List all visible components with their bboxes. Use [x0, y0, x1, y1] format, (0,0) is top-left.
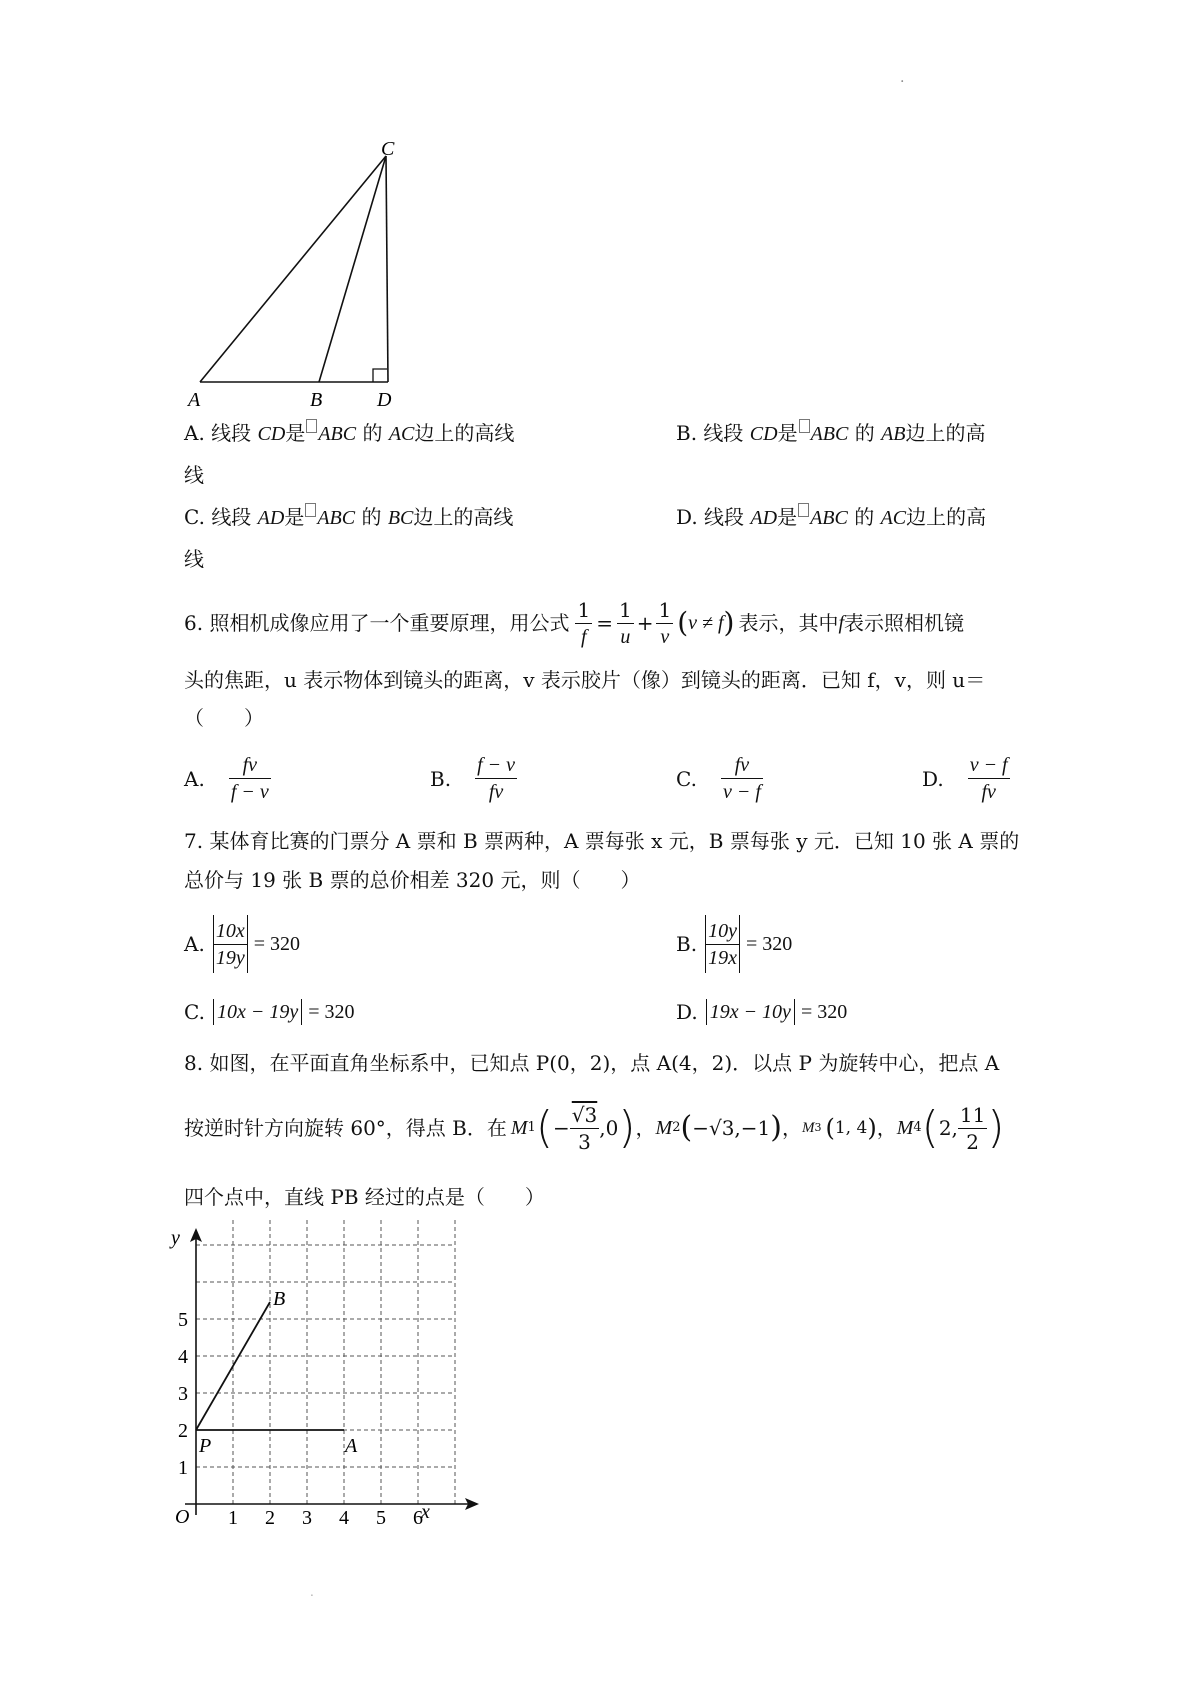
q7-line1: 7. 某体育比赛的门票分 A 票和 B 票两种，A 票每张 x 元，B 票每张 y 元．已知 10 张 A 票的 — [184, 829, 1020, 853]
q6-line3: （ ） — [184, 706, 264, 730]
svg-text:1: 1 — [228, 1507, 238, 1529]
page-dot-bottom: . — [310, 1585, 314, 1599]
svg-text:2: 2 — [178, 1420, 188, 1442]
missing-glyph-box — [305, 503, 316, 517]
q7-option-b[interactable]: B. $\frac{10y}{19x}$ = 320 — [676, 915, 792, 973]
y-axis-label: y — [171, 1227, 180, 1249]
svg-text:1: 1 — [178, 1457, 188, 1479]
svg-text:5: 5 — [178, 1309, 188, 1331]
svg-text:4: 4 — [178, 1346, 188, 1368]
vertex-label-b: B — [310, 389, 323, 411]
triangle-figure — [170, 135, 410, 410]
svg-text:3: 3 — [302, 1507, 312, 1529]
formula-frac-1-f: $\frac{1}{f}$ — [577, 597, 591, 648]
formula-frac-1-v: $\frac{1}{v}$ — [658, 597, 672, 648]
q8-line3: 四个点中，直线 PB 经过的点是（ ） — [184, 1185, 545, 1209]
q7-line2: 总价与 19 张 B 票的总价相差 320 元，则（ ） — [184, 868, 641, 892]
q7-option-a[interactable]: A. $\frac{10x}{19y}$ = 320 — [184, 915, 300, 973]
q8-line2: 按逆时针方向旋转 60°，得点 B．在 M 1 ( − $\frac{√3}{3}$ ,0 ) ， M 2 ( −√3,−1 ) ， M 3 ( 1, 4 ) ， M 4 ( 2, $\frac{11}{2}$ ) — [184, 1102, 1005, 1154]
q6-option-d[interactable]: D. $\frac{v - f}{fv}$ — [922, 754, 1008, 803]
point-label-p: P — [199, 1435, 212, 1457]
q5-option-b[interactable]: B. 线段 CD是 ABC 的 AB边上的高 — [676, 421, 986, 445]
q6-option-b[interactable]: B. $\frac{f - v}{fv}$ — [430, 754, 515, 803]
missing-glyph-box — [798, 503, 809, 517]
svg-text:5: 5 — [376, 1507, 386, 1529]
q7-option-c[interactable]: C. 10x − 19y = 320 — [184, 1000, 355, 1024]
q5-option-cd-wrap: 线 — [184, 547, 204, 571]
q8-line1: 8. 如图，在平面直角坐标系中，已知点 P(0，2)，点 A(4，2)．以点 P 为旋转中心，把点 A — [184, 1051, 1000, 1075]
vertex-label-c: C — [381, 138, 395, 160]
point-label-a: A — [345, 1435, 358, 1457]
vertex-label-a: A — [188, 389, 201, 411]
q6-option-a[interactable]: A. $\frac{fv}{f - v}$ — [184, 754, 269, 803]
point-m3: M — [801, 1120, 815, 1136]
point-m4: M — [896, 1117, 914, 1139]
coordinate-graph — [171, 1220, 495, 1529]
q5-option-b-wrap: 线 — [184, 463, 204, 487]
vertex-label-d: D — [377, 389, 392, 411]
formula-condition: v ≠ f — [688, 612, 724, 634]
q6-option-c[interactable]: C. $\frac{fv}{v - f}$ — [676, 754, 761, 803]
q5-option-d[interactable]: D. 线段 AD是 ABC 的 AC边上的高 — [676, 505, 987, 529]
svg-text:3: 3 — [178, 1383, 188, 1405]
svg-text:6: 6 — [413, 1507, 423, 1529]
q5-option-c[interactable]: C. 线段 AD是 ABC 的 BC边上的高线 — [184, 505, 514, 529]
x-axis-label: x — [421, 1501, 430, 1523]
q6-line2: 头的焦距，u 表示物体到镜头的距离，v 表示胶片（像）到镜头的距离．已知 f，v，则 u＝ — [184, 668, 986, 692]
svg-text:4: 4 — [339, 1507, 349, 1529]
q5-option-a[interactable]: A. 线段 CD是 ABC 的 AC边上的高线 — [184, 421, 515, 445]
missing-glyph-box — [799, 419, 810, 433]
q6-line1: 6. 照相机成像应用了一个重要原理，用公式 $\frac{1}{f}$ = $\frac{1}{u}$ + $\frac{1}{v}$ ( v ≠ f ) 表示，其中 f 表示照相机镜 — [184, 597, 965, 648]
formula-frac-1-u: $\frac{1}{u}$ — [618, 597, 632, 648]
point-m1: M — [510, 1117, 528, 1139]
point-label-b: B — [273, 1288, 286, 1310]
missing-glyph-box — [306, 419, 317, 433]
svg-text:2: 2 — [265, 1507, 275, 1529]
q7-option-d[interactable]: D. 19x − 10y = 320 — [676, 1000, 848, 1024]
point-m2: M — [655, 1117, 673, 1139]
origin-label: O — [175, 1506, 190, 1528]
page-dot: . — [900, 70, 905, 86]
